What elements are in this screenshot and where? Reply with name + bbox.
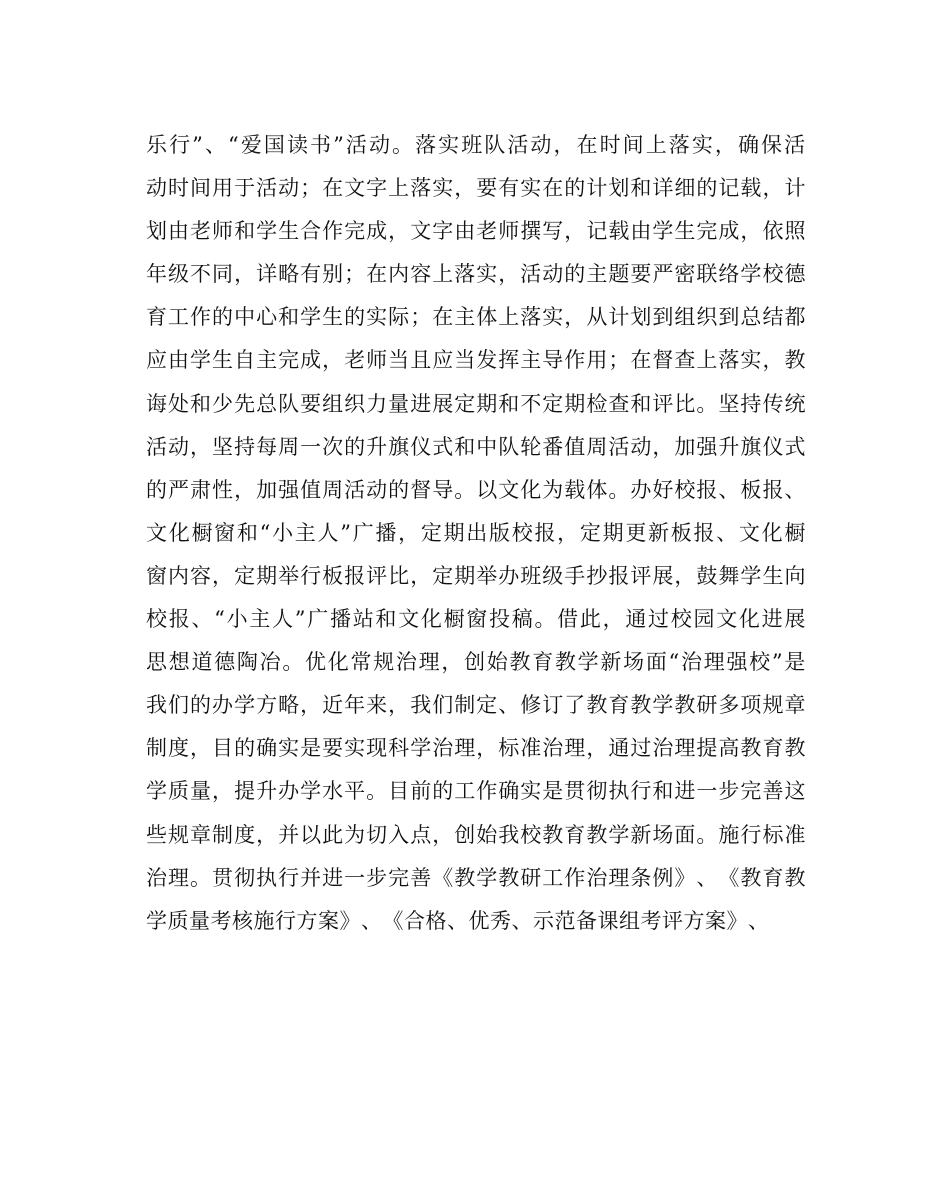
- text-line: 文 化 橱 窗 和 “ 小 主 人 ” 广 播 ， 定 期 出 版 校 报 ， 定 期 更 新 板 报 、 文 化 橱: [146, 520, 806, 545]
- text-line: 学 质 量 考 核 施 行 方 案 》 、 《 合 格 、 优 秀 、 示 范 备 课 组 考 评 方 案 》 、: [146, 908, 770, 933]
- text-line: 活 动 ， 坚 持 每 周 一 次 的 升 旗 仪 式 和 中 队 轮 番 值 周 活 动 ， 加 强 升 旗 仪 式: [146, 434, 806, 459]
- text-line: 学 质 量 ， 提 升 办 学 水 平 。 目 前 的 工 作 确 实 是 贯 彻 执 行 和 进 一 步 完 善 这: [146, 779, 806, 804]
- body-text: [146, 124, 806, 943]
- text-line: 年 级 不 同 ， 详 略 有 别 ； 在 内 容 上 落 实 ， 活 动 的 主 题 要 严 密 联 络 学 校 德: [146, 262, 806, 287]
- text-line: 应 由 学 生 自 主 完 成 ， 老 师 当 且 应 当 发 挥 主 导 作 用 ； 在 督 查 上 落 实 ， 教: [146, 348, 806, 373]
- text-line: 窗 内 容 ， 定 期 举 行 板 报 评 比 ， 定 期 举 办 班 级 手 抄 报 评 展 ， 鼓 舞 学 生 向: [146, 563, 806, 588]
- text-line: 动 时 间 用 于 活 动 ； 在 文 字 上 落 实 ， 要 有 实 在 的 计 划 和 详 细 的 记 载 ， 计: [146, 176, 806, 201]
- text-line: 我 们 的 办 学 方 略 ， 近 年 来 ， 我 们 制 定 、 修 订 了 教 育 教 学 教 研 多 项 规 章: [146, 693, 806, 718]
- text-line: 些 规 章 制 度 ， 并 以 此 为 切 入 点 ， 创 始 我 校 教 育 教 学 新 场 面 。 施 行 标 准: [146, 822, 806, 847]
- text-line: 制 度 ， 目 的 确 实 是 要 实 现 科 学 治 理 ， 标 准 治 理 ， 通 过 治 理 提 高 教 育 教: [146, 736, 806, 761]
- text-line: 校 报 、 “ 小 主 人 ” 广 播 站 和 文 化 橱 窗 投 稿 。 借 此 ， 通 过 校 园 文 化 进 展: [146, 607, 806, 632]
- text-line: 思 想 道 德 陶 冶 。 优 化 常 规 治 理 ， 创 始 教 育 教 学 新 场 面 “ 治 理 强 校 ” 是: [146, 650, 806, 675]
- text-line: 乐 行 ” 、 “ 爱 国 读 书 ” 活 动 。 落 实 班 队 活 动 ， 在 时 间 上 落 实 ， 确 保 活: [146, 133, 806, 157]
- text-line: 的 严 肃 性 ， 加 强 值 周 活 动 的 督 导 。 以 文 化 为 载 体 。 办 好 校 报 、 板 报 、: [146, 477, 806, 502]
- text-line: 育 工 作 的 中 心 和 学 生 的 实 际 ； 在 主 体 上 落 实 ， 从 计 划 到 组 织 到 总 结 都: [146, 305, 806, 330]
- text-line: 诲 处 和 少 先 总 队 要 组 织 力 量 进 展 定 期 和 不 定 期 检 查 和 评 比 。 坚 持 传 统: [146, 391, 806, 416]
- text-line: 治 理 。 贯 彻 执 行 并 进 一 步 完 善 《 教 学 教 研 工 作 治 理 条 例 》 、 《 教 育 教: [146, 865, 806, 890]
- text-line: 划 由 老 师 和 学 生 合 作 完 成 ， 文 字 由 老 师 撰 写 ， 记 载 由 学 生 完 成 ， 依 照: [146, 219, 806, 244]
